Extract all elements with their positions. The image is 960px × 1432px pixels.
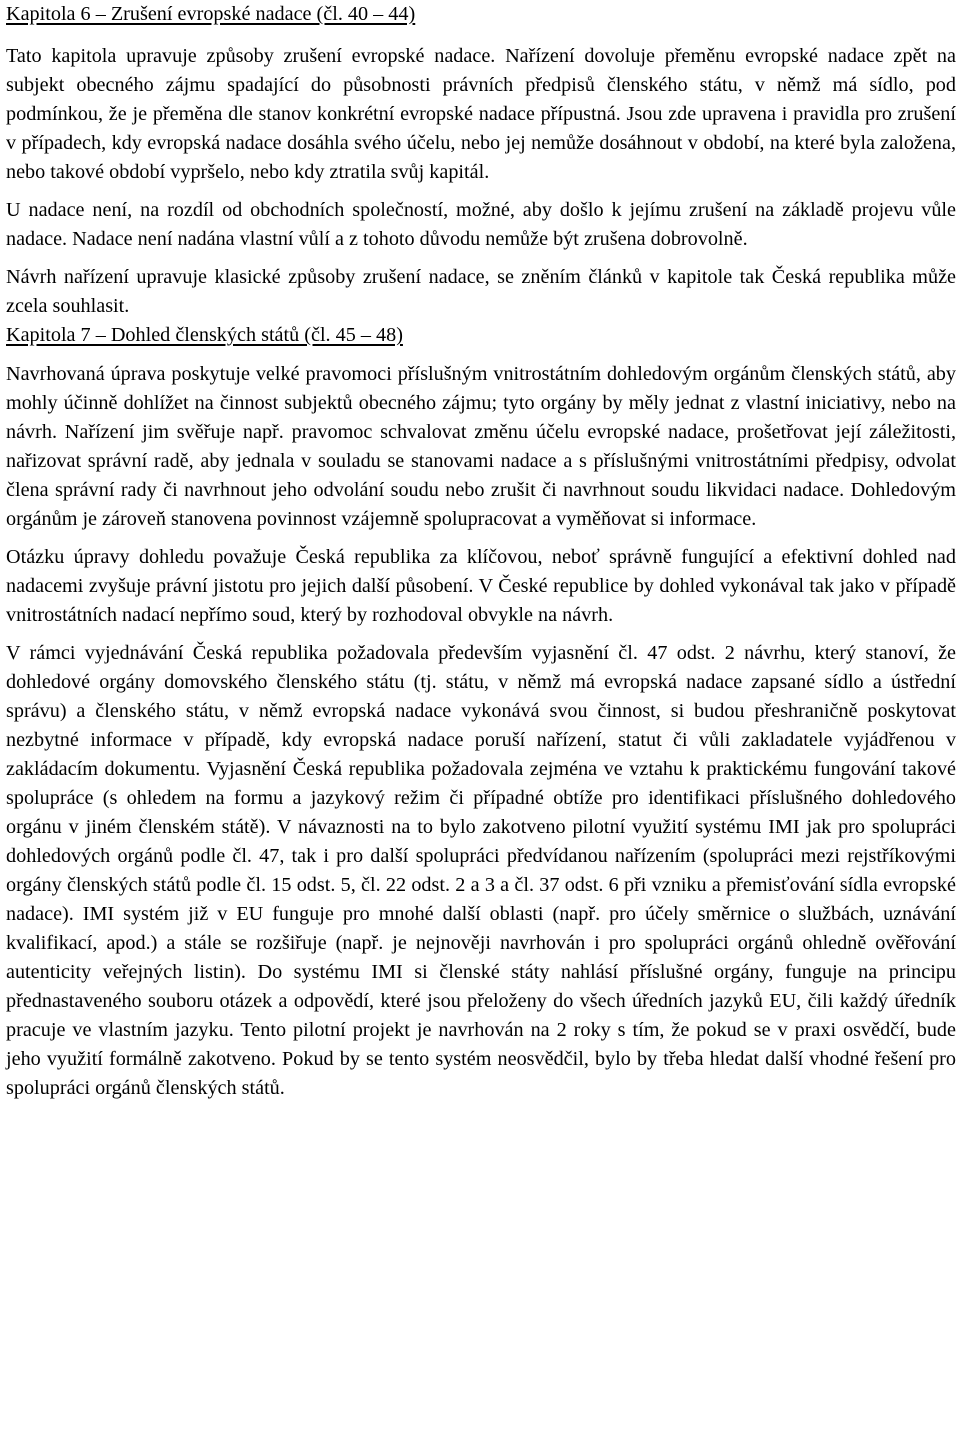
chapter-7-heading: Kapitola 7 – Dohled členských států (čl. 45 – 48) [6, 324, 403, 346]
chapter-6-paragraph-2: U nadace není, na rozdíl od obchodních společností, možné, aby došlo k jejímu zrušení na základě projevu vůle nadace. Nadace není nadána vlastní vůlí a z tohoto důvodu nemůže být zrušena dobrovolně. [6, 199, 956, 250]
chapter-6-paragraph-1: Tato kapitola upravuje způsoby zrušení evropské nadace. Nařízení dovoluje přeměnu evropské nadace zpět na subjekt obecného zájmu spadající do působnosti právních předpisů členského státu, v němž má sídlo, pod podmínkou, že je přeměna dle stanov konkrétní evropské nadace přípustná. Jsou zde upravena i pravidla pro zrušení v případech, kdy evropská nadace dosáhla svého účelu, nebo jej nemůže dosáhnout v období, na které byla založena, nebo takové období vypršelo, nebo kdy ztratila svůj kapitál. [6, 45, 956, 183]
chapter-7-paragraph-2: Otázku úpravy dohledu považuje Česká republika za klíčovou, neboť správně fungující a efektivní dohled nad nadacemi zvyšuje právní jistotu pro jejich další působení. V České republice by dohled vykonával tak jako v případě vnitrostátních nadací nepřímo soud, který by rozhodoval obvykle na návrh. [6, 546, 956, 626]
chapter-6-paragraph-3: Návrh nařízení upravuje klasické způsoby zrušení nadace, se zněním článků v kapitole tak Česká republika může zcela souhlasit. [6, 266, 956, 317]
chapter-6-heading: Kapitola 6 – Zrušení evropské nadace (čl. 40 – 44) [6, 3, 416, 25]
document-page [6, 0, 956, 1103]
chapter-7-paragraph-3: V rámci vyjednávání Česká republika požadovala především vyjasnění čl. 47 odst. 2 návrhu, který stanoví, že dohledové orgány domovského členského státu (tj. státu, v němž má evropská nadace zapsané sídlo a ústřední správu) a členského státu, v němž evropská nadace vykonává svou činnost, si budou přeshraničně poskytovat nezbytné informace v případě, kdy evropská nadace poruší nařízení, statut či vůli zakladatele vyjádřenou v zakládacím dokumentu. Vyjasnění Česká republika požadovala zejména ve vztahu k praktickému fungování takové spolupráce (s ohledem na formu a jazykový režim či případné obtíže pro identifikaci příslušného dohledového orgánu v jiném členském státě). V návaznosti na to bylo zakotveno pilotní využití systému IMI jak pro spolupráci dohledových orgánů podle čl. 47, tak i pro další spolupráci předvídanou nařízením (spolupráci mezi rejstříkovými orgány členských států podle čl. 15 odst. 5, čl. 22 odst. 2 a 3 a čl. 37 odst. 6 při vzniku a přemisťování sídla evropské nadace). IMI systém již v EU funguje pro mnohé další oblasti (např. pro účely směrnice o službách, uznávání kvalifikací, apod.) a stále se rozšiřuje (např. je nejnověji navrhován i pro spolupráci orgánů ohledně ověřování autenticity veřejných listin). Do systému IMI si členské státy nahlásí příslušné orgány, funguje na principu přednastaveného souboru otázek a odpovědí, které jsou přeloženy do všech úředních jazyků EU, čili každý úředník pracuje ve vlastním jazyku. Tento pilotní projekt je navrhován na 2 roky s tím, že pokud se v praxi osvědčí, bude jeho využití formálně zakotveno. Pokud by se tento systém neosvědčil, bylo by třeba hledat další vhodné řešení pro spolupráci orgánů členských států. [6, 642, 956, 1099]
chapter-7-paragraph-1: Navrhovaná úprava poskytuje velké pravomoci příslušným vnitrostátním dohledovým orgánům členských států, aby mohly účinně dohlížet na činnost subjektů obecného zájmu; tyto orgány by měly jednat z vlastní iniciativy, nebo na návrh. Nařízení jim svěřuje např. pravomoc schvalovat změnu účelu evropské nadace, prošetřovat její záležitosti, nařizovat správní radě, aby jednala v souladu se stanovami nadace a s příslušnými vnitrostátními předpisy, odvolat člena správní rady či navrhnout jeho odvolání soudu nebo zrušit či navrhnout soudu likvidaci nadace. Dohledovým orgánům je zároveň stanovena povinnost vzájemně spolupracovat a vyměňovat si informace. [6, 363, 956, 530]
